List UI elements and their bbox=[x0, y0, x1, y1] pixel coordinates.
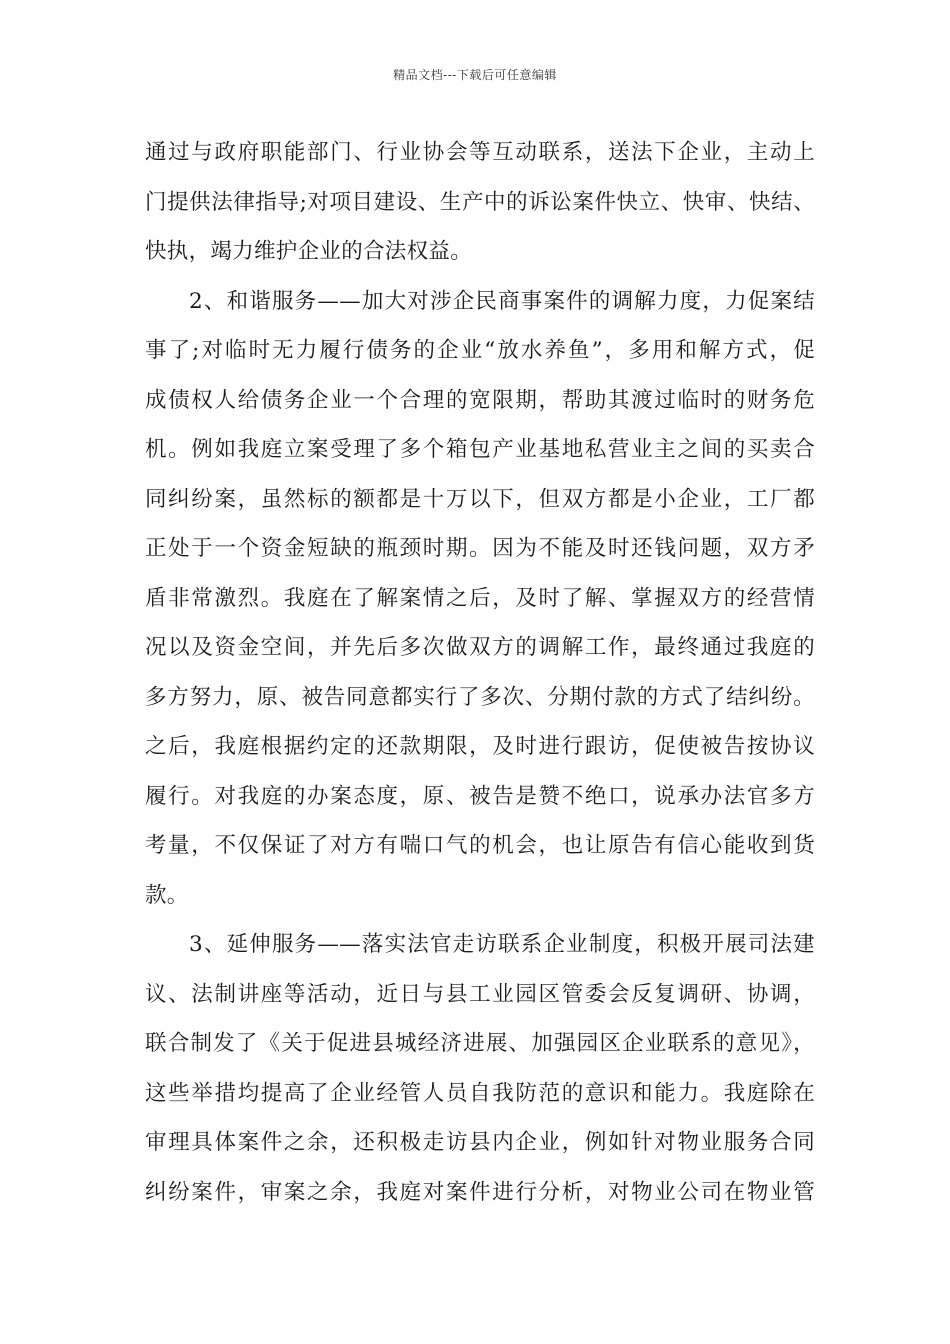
text-line: 联合制发了《关于促进县城经济进展、加强园区企业联系的意见》， bbox=[145, 1031, 815, 1056]
text-line: 事了;对临时无力履行债务的企业“放水养鱼”，多用和解方式，促 bbox=[145, 338, 815, 363]
text-line: 机。例如我庭立案受理了多个箱包产业基地私营业主之间的买卖合 bbox=[145, 437, 815, 462]
paragraph-3 bbox=[145, 920, 815, 1217]
text-line: 正处于一个资金短缺的瓶颈时期。因为不能及时还钱问题，双方矛 bbox=[145, 536, 815, 561]
page-header: 精品文档---下载后可任意编辑 bbox=[393, 68, 557, 82]
paragraph-2 bbox=[145, 277, 815, 921]
text-line: 盾非常激烈。我庭在了解案情之后，及时了解、掌握双方的经营情 bbox=[145, 585, 815, 611]
text-line: 议、法制讲座等活动，近日与县工业园区管委会反复调研、协调， bbox=[145, 981, 815, 1007]
text-line: 审理具体案件之余，还积极走访县内企业，例如针对物业服务合同 bbox=[145, 1130, 815, 1155]
text-line: 通过与政府职能部门、行业协会等互动联系，送法下企业，主动上 bbox=[145, 140, 815, 165]
text-line: 成债权人给债务企业一个合理的宽限期，帮助其渡过临时的财务危 bbox=[145, 387, 815, 413]
text-line: 2、和谐服务——加大对涉企民商事案件的调解力度，力促案结 bbox=[189, 288, 815, 314]
text-line: 快执，竭力维护企业的合法权益。 bbox=[145, 239, 473, 264]
text-line: 款。 bbox=[145, 882, 189, 908]
document-body bbox=[145, 128, 815, 1217]
text-line: 3、延伸服务——落实法官走访联系企业制度，积极开展司法建 bbox=[189, 932, 815, 957]
text-line: 况以及资金空间，并先后多次做双方的调解工作，最终通过我庭的 bbox=[145, 635, 815, 660]
text-line: 纠纷案件，审案之余，我庭对案件进行分析，对物业公司在物业管 bbox=[145, 1179, 815, 1205]
text-line: 之后，我庭根据约定的还款期限，及时进行跟访，促使被告按协议 bbox=[145, 734, 815, 759]
text-line: 多方努力，原、被告同意都实行了多次、分期付款的方式了结纠纷。 bbox=[145, 684, 815, 710]
text-line: 这些举措均提高了企业经管人员自我防范的意识和能力。我庭除在 bbox=[145, 1080, 815, 1106]
text-line: 考量，不仅保证了对方有喘口气的机会，也让原告有信心能收到货 bbox=[145, 833, 815, 858]
paragraph-1 bbox=[145, 128, 815, 277]
text-line: 同纠纷案，虽然标的额都是十万以下，但双方都是小企业，工厂都 bbox=[145, 486, 815, 512]
text-line: 门提供法律指导;对项目建设、生产中的诉讼案件快立、快审、快结、 bbox=[145, 189, 815, 215]
text-line: 履行。对我庭的办案态度，原、被告是赞不绝口，说承办法官多方 bbox=[145, 783, 815, 809]
